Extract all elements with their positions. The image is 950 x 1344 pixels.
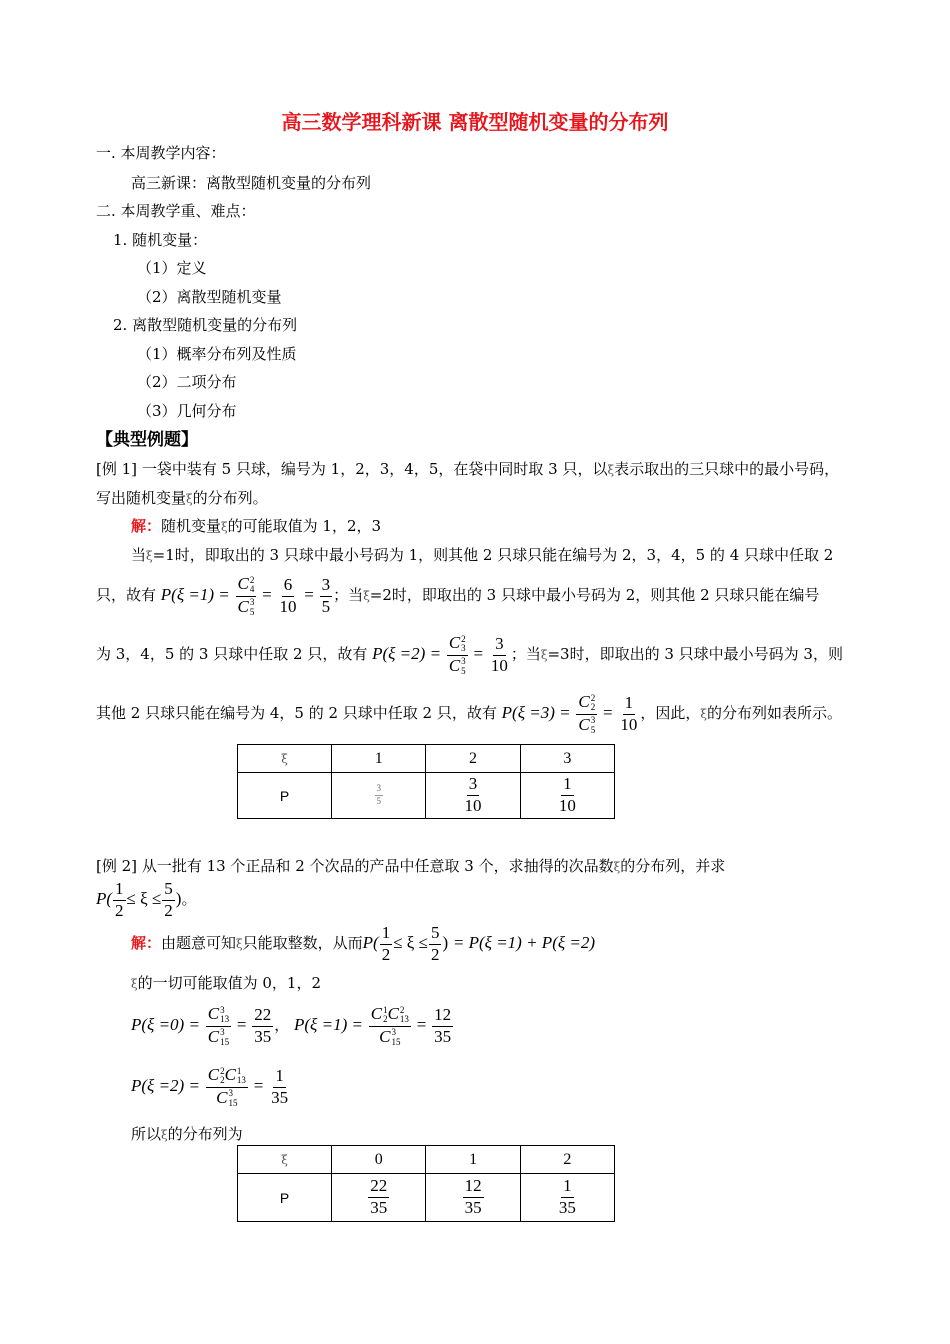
formula-term: C [448, 655, 461, 675]
probability-fraction [557, 1177, 578, 1217]
solution-text: 的可能取值为 1，2，3 [227, 517, 382, 535]
formula-sup: 3 [249, 597, 255, 608]
solution-text: 的分布列如表所示。 [707, 704, 843, 722]
section1-content: 高三新课：离散型随机变量的分布列 [131, 174, 372, 192]
probability-fraction [557, 775, 578, 815]
examples-heading: 【典型例题】 [96, 430, 198, 450]
fraction-numerator: 1 [561, 1177, 574, 1198]
formula-sup: 2 [399, 1004, 405, 1015]
fraction-denominator: 35 [254, 1026, 272, 1046]
fraction-denominator: 2 [115, 900, 124, 920]
formula-lhs: P(ξ =2) = [131, 1076, 200, 1095]
fraction-denominator: 5 [321, 596, 331, 616]
table-cell [520, 773, 614, 819]
formula-sup: 1 [236, 1065, 242, 1076]
formula-fraction [320, 576, 333, 616]
formula-term: C [207, 1003, 220, 1023]
fraction-denominator: 35 [434, 1026, 452, 1046]
solution-text: 只，故有 [96, 586, 157, 604]
example2-conclusion [131, 1127, 243, 1142]
formula-term: ≤ ξ ≤ [126, 889, 162, 908]
table-cell [426, 1174, 520, 1222]
table-row-label: P [238, 1174, 332, 1222]
formula-fraction [618, 694, 639, 734]
fraction-numerator: 3 [375, 784, 384, 796]
example1-text: 的分布列。 [192, 489, 268, 507]
formula-term: C [448, 632, 461, 652]
section1-heading: 一. 本周教学内容： [96, 144, 226, 162]
topic-item-1: 1. 随机变量： [113, 231, 208, 249]
example1-line1 [96, 462, 839, 477]
fraction-denominator: 5 [376, 796, 382, 806]
formula-equals: = [603, 703, 613, 722]
example2-formula-row1 [131, 1000, 454, 1050]
xi-symbol: ξ [607, 463, 615, 477]
probability-fraction [375, 784, 384, 807]
fraction-denominator: 35 [558, 1198, 576, 1217]
xi-symbol: ξ [700, 707, 707, 721]
formula-lhs: P(ξ =2) = [372, 644, 442, 663]
probability-fraction [368, 1177, 389, 1217]
formula-term: C [578, 714, 590, 734]
fraction-denominator: 2 [381, 944, 391, 964]
formula-fraction [162, 880, 175, 920]
formula-term: C [387, 1003, 399, 1023]
formula-sub: 13 [220, 1014, 230, 1025]
formula-separator: ， [274, 1016, 290, 1034]
example2-solution-line1 [131, 921, 595, 966]
solution-text: =3时，即取出的 3 只球中最小号码为 3，则 [547, 645, 843, 663]
formula-term: = P(ξ =1) + P(ξ =2) [452, 933, 596, 952]
formula-fraction [252, 1006, 273, 1046]
formula-term: C [237, 596, 249, 616]
topic-subitem: （2）二项分布 [137, 373, 237, 391]
example1-solution-line1 [131, 519, 381, 534]
example2-text: 从一批有 13 个正品和 2 个次品的产品中任意取 3 个，求抽得的次品数 [141, 857, 614, 875]
formula-sub: 5 [249, 606, 255, 617]
example1-solution-line3 [96, 570, 819, 621]
table-cell [520, 1174, 614, 1222]
formula-term: C [379, 1026, 391, 1046]
solution-text: 其他 2 只球只能在编号为 4，5 的 2 只球中任取 2 只，故有 [96, 704, 497, 722]
solution-text: 随机变量 [161, 517, 222, 535]
fraction-numerator: 1 [380, 924, 393, 945]
fraction-numerator: 22 [252, 1006, 273, 1027]
formula-term: P( [362, 933, 379, 952]
fraction-numerator: 5 [429, 924, 442, 945]
formula-sub: 15 [220, 1036, 230, 1047]
table-cell [332, 773, 426, 819]
fraction-denominator: 35 [464, 1198, 482, 1217]
table-row-label: P [238, 773, 332, 819]
xi-symbol: ξ [131, 977, 138, 991]
fraction-numerator: 1 [273, 1067, 286, 1088]
solution-text: 由题意可知 [161, 934, 237, 952]
formula-term: P( [96, 889, 113, 908]
formula-term: C [216, 1087, 228, 1107]
probability-fraction [463, 1177, 484, 1217]
fraction-denominator: 10 [490, 655, 508, 675]
formula-term: ≤ ξ ≤ [393, 933, 428, 952]
formula-sub: 2 [590, 702, 596, 713]
formula-sup: 3 [461, 656, 466, 667]
formula-term: C [207, 1026, 220, 1046]
formula-sub: 15 [391, 1036, 401, 1047]
table-row [238, 1174, 615, 1222]
xi-symbol: ξ [221, 520, 228, 534]
example1-solution-line5 [96, 688, 842, 739]
topic-subitem: （1）定义 [137, 259, 207, 277]
formula-fraction [113, 880, 126, 920]
section2-heading: 二. 本周教学重、难点： [96, 202, 256, 220]
xi-symbol: ξ [363, 589, 370, 603]
formula-fraction [206, 1005, 231, 1047]
formula-equals: = [253, 1076, 264, 1095]
topic-subitem: （3）几何分布 [137, 402, 237, 420]
example2-line2 [96, 877, 196, 921]
example1-text: 一袋中装有 5 只球，编号为 1，2，3，4，5，在袋中同时取 3 只，以 [141, 460, 608, 478]
formula-sup: 2 [461, 633, 466, 644]
formula-lhs: P(ξ =1) = [294, 1015, 363, 1034]
fraction-denominator: 10 [620, 714, 638, 734]
formula-sup: 3 [228, 1088, 233, 1099]
formula-sub: 13 [236, 1075, 246, 1086]
fraction-denominator: 2 [164, 900, 173, 920]
example2-solution-line2 [131, 976, 321, 991]
formula-term: C [578, 691, 590, 711]
example1-text: 表示取出的三只球中的最小号码， [614, 460, 840, 478]
solution-text: =1时，即取出的 3 只球中最小号码为 1，则其他 2 只球只能在编号为 2，3，4，5 的 4 只球中任取 2 [152, 546, 834, 564]
table-header-cell [238, 1146, 332, 1174]
fraction-denominator: 10 [464, 796, 482, 815]
formula-fraction [278, 576, 299, 616]
table-header-cell [238, 745, 332, 773]
formula-fraction [432, 1006, 453, 1046]
solution-text: ；当 [510, 645, 541, 663]
formula-fraction [269, 1067, 290, 1107]
xi-symbol: ξ [613, 860, 621, 874]
topic-subitem: （2）离散型随机变量 [137, 288, 282, 306]
formula-sup: 3 [590, 715, 596, 726]
formula-fraction [206, 1066, 248, 1108]
solution-text: 为 3，4，5 的 3 只球中任取 2 只，故有 [96, 645, 368, 663]
example1-solution-line4 [96, 629, 843, 680]
solution-label: 解： [131, 517, 162, 535]
fraction-numerator: 1 [561, 775, 574, 796]
formula-lhs: P(ξ =3) = [501, 703, 571, 722]
fraction-denominator: 35 [271, 1087, 289, 1107]
formula-equals: = [304, 585, 314, 604]
solution-text: ；当 [333, 586, 364, 604]
topic-subitem: （1）概率分布列及性质 [137, 345, 297, 363]
xi-symbol: ξ [236, 937, 243, 951]
fraction-numerator: 12 [432, 1006, 453, 1027]
table-header-cell: 3 [520, 745, 614, 773]
formula-term: C [207, 1064, 220, 1084]
formula-term: C [224, 1064, 236, 1084]
formula-fraction [447, 634, 468, 676]
table-row [238, 773, 615, 819]
solution-text: 只能取整数，从而 [242, 934, 363, 952]
table-header-row [238, 1146, 615, 1174]
formula-lhs: P(ξ =0) = [131, 1015, 200, 1034]
example1-text: 写出随机变量 [96, 489, 187, 507]
table-header-cell: 1 [332, 745, 426, 773]
topic-item-2: 2. 离散型随机变量的分布列 [113, 316, 298, 334]
fraction-numerator: 3 [320, 576, 333, 597]
formula-sub: 4 [249, 584, 255, 595]
fraction-numerator: 3 [467, 775, 480, 796]
formula-sup: 3 [391, 1027, 396, 1038]
probability-fraction [463, 775, 484, 815]
fraction-numerator: 5 [162, 880, 175, 901]
distribution-table-1 [237, 744, 615, 819]
table-header-cell: 2 [520, 1146, 614, 1174]
table-header-cell: 2 [426, 745, 520, 773]
example1-label: [例 1] [96, 460, 138, 478]
fraction-numerator: 12 [463, 1177, 484, 1198]
xi-symbol: ξ [186, 492, 193, 506]
table-header-cell: 0 [332, 1146, 426, 1174]
formula-sub: 15 [228, 1097, 238, 1108]
solution-text: 的一切可能取值为 0，1，2 [137, 974, 322, 992]
fraction-denominator: 35 [370, 1198, 388, 1217]
formula-fraction [380, 924, 393, 964]
example1-line2 [96, 491, 268, 506]
formula-sub: 2 [220, 1075, 225, 1086]
table-cell [332, 1174, 426, 1222]
formula-equals: = [416, 1015, 427, 1034]
fraction-numerator: 22 [368, 1177, 389, 1198]
xi-symbol: ξ [281, 1152, 288, 1167]
page-title: 高三数学理科新课 离散型随机变量的分布列 [281, 110, 669, 134]
formula-equals: = [236, 1015, 247, 1034]
solution-text: 当 [131, 546, 147, 564]
xi-symbol: ξ [146, 549, 153, 563]
formula-term: ) [175, 889, 182, 908]
formula-term: C [370, 1003, 383, 1023]
solution-text: =2时，即取出的 3 只球中最小号码为 2，则其他 2 只球只能在编号 [369, 586, 820, 604]
example2-line1 [96, 859, 725, 874]
solution-text: 所以 [131, 1125, 162, 1143]
formula-sub: 2 [383, 1014, 388, 1025]
formula-lhs: P(ξ =1) = [160, 585, 230, 604]
xi-symbol: ξ [540, 648, 548, 662]
formula-fraction [576, 693, 597, 735]
formula-fraction [369, 1005, 411, 1047]
xi-symbol: ξ [281, 751, 288, 766]
formula-sub: 5 [461, 665, 466, 676]
formula-term: ) [442, 933, 449, 952]
fraction-denominator: 10 [558, 796, 576, 815]
fraction-numerator: 1 [623, 694, 636, 715]
example1-solution-line2 [131, 548, 833, 563]
fraction-denominator: 10 [279, 596, 297, 616]
formula-sup: 3 [220, 1027, 225, 1038]
formula-sup: 3 [220, 1004, 225, 1015]
formula-sup: 2 [249, 574, 255, 585]
formula-equals: = [262, 585, 272, 604]
table-header-cell: 1 [426, 1146, 520, 1174]
table-cell [426, 773, 520, 819]
formula-sub: 3 [461, 643, 466, 654]
fraction-numerator: 1 [113, 880, 126, 901]
example2-label: [例 2] [96, 857, 138, 875]
formula-sub: 13 [399, 1014, 409, 1025]
fraction-denominator: 2 [430, 944, 440, 964]
formula-fraction [236, 575, 257, 617]
solution-text: ，因此， [640, 704, 701, 722]
xi-symbol: ξ [161, 1128, 168, 1142]
fraction-numerator: 6 [282, 576, 295, 597]
formula-fraction [429, 924, 442, 964]
formula-term: C [237, 573, 249, 593]
solution-label: 解： [131, 934, 162, 952]
example2-text: 的分布列，并求 [620, 857, 726, 875]
formula-equals: = [473, 644, 484, 663]
example2-text: 。 [181, 890, 197, 908]
solution-text: 的分布列为 [167, 1125, 243, 1143]
example2-formula-row2 [131, 1061, 291, 1111]
distribution-table-2 [237, 1145, 615, 1222]
formula-sup: 2 [220, 1065, 225, 1076]
formula-sub: 5 [590, 724, 596, 735]
fraction-numerator: 3 [493, 635, 506, 656]
table-header-row [238, 745, 615, 773]
formula-sup: 1 [383, 1004, 388, 1015]
formula-sup: 2 [590, 692, 596, 703]
formula-fraction [489, 635, 510, 675]
